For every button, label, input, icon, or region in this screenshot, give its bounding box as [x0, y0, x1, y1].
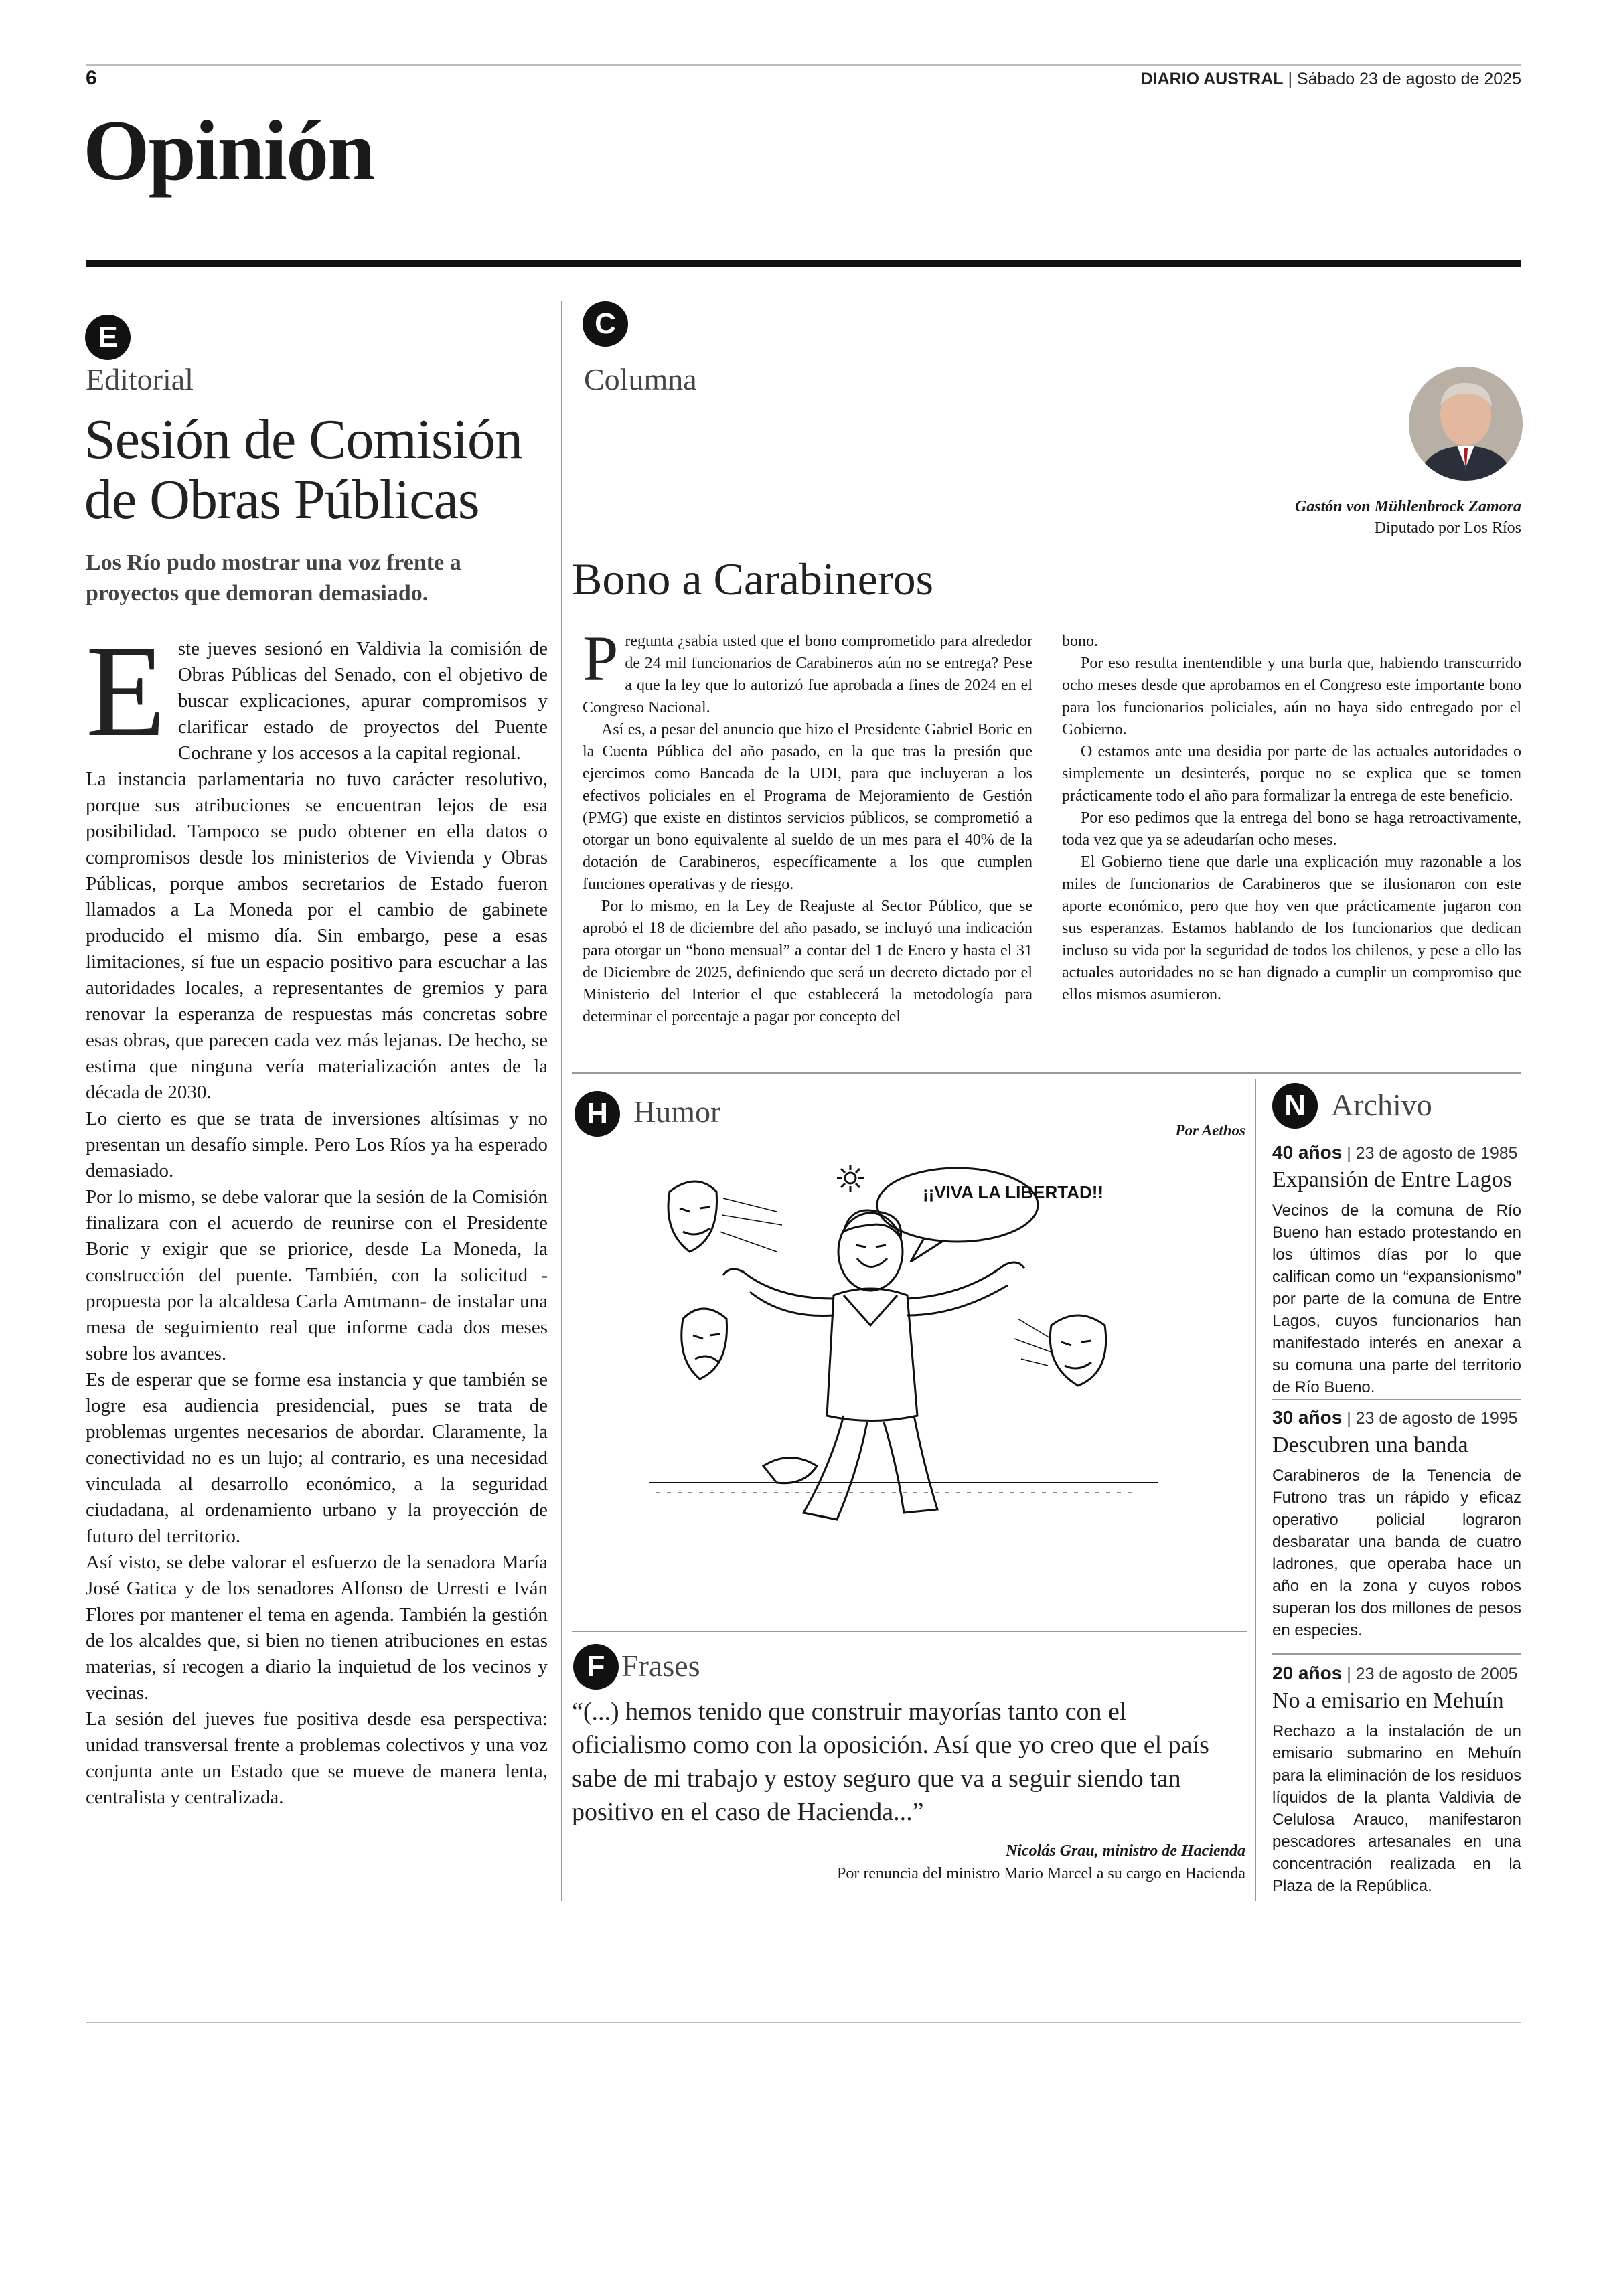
archivo-text: Carabineros de la Tenencia de Futrono tras un rápido y eficaz operativo policial lograron desbaratar una banda de cuatro ladrones, que operaba hace un año en la zona y cuyos robos superan los dos millones de pesos en especies. — [1272, 1467, 1521, 1639]
archivo-title: Descubren una banda — [1272, 1432, 1468, 1457]
humor-label: Humor — [633, 1094, 721, 1129]
editorial-paragraph: ste jueves sesionó en Valdivia la comisión de Obras Públicas del Senado, con el objetivo de buscar explicaciones, apurar compromisos y clarificar estado de proyectos del Puente Cochrane y los accesos a la capital regional. — [177, 638, 548, 764]
section-title: Opinión — [83, 103, 374, 198]
column-divider-vertical — [561, 301, 562, 1901]
archivo-title: Expansión de Entre Lagos — [1272, 1167, 1512, 1192]
masthead-info — [1141, 70, 1521, 89]
archivo-years: 40 años — [1272, 1142, 1343, 1163]
columna-paragraph: El Gobierno tiene que darle una explicación muy razonable a los miles de funcionarios de Carabineros que se ilusionaron con este aporte económico, pero que hoy ven que prácticamente jugaron con sus esperanzas. Estamos hablando de los funcionarios que dedican incluso su vida por la seguridad de todos los chilenos, y pese a ello las actuales autoridades no se han dignado a cumplir un compromiso que ellos mismos asumieron. — [1062, 853, 1521, 1003]
columna-paragraph: Por lo mismo, en la Ley de Reajuste al Sector Público, que se aprobó el 18 de diciembre del año pasado, se incluyó una indicación para otorgar un “bono mensual” a contar del 1 de Enero y hasta el 31 de Diciembre de 2025, definiendo que será un decreto dictado por el Ministerio del Interior el que establecerá la metodología para determinar el porcentaje a pagar por concepto del — [583, 898, 1032, 1026]
columna-label: Columna — [584, 362, 697, 396]
columna-col2 — [1062, 631, 1521, 1006]
archivo-item-rule — [1272, 1653, 1521, 1655]
archivo-years: 20 años — [1272, 1663, 1343, 1684]
archivo-date-separator: | — [1342, 1665, 1356, 1684]
humor-bottom-rule — [572, 1631, 1247, 1632]
columna-paragraph: regunta ¿sabía usted que el bono comprometido para alrededor de 24 mil funcionarios de Carabineros aún no se entrega? Pese a que la ley que lo autorizó fue aprobada a fines de 2024 en el Congreso Nacional. — [583, 633, 1032, 716]
columna-author: Gastón von Mühlenbrock Zamora — [1294, 498, 1521, 515]
columna-paragraph: Por eso pedimos que la entrega del bono se haga retroactivamente, toda vez que ya se adeudarían ocho meses. — [1062, 809, 1521, 849]
cartoon-illustration-icon — [643, 1151, 1165, 1593]
editorial-paragraph: La sesión del jueves fue positiva desde esa perspectiva: unidad transversal frente a problemas colectivos y una voz conjunta ante un Estado que se mueve de manera lenta, centralista y centralizada. — [86, 1708, 548, 1808]
archivo-date-separator: | — [1342, 1409, 1356, 1428]
columna-paragraph: Así es, a pesar del anuncio que hizo el Presidente Gabriel Boric en la Cuenta Pública del año pasado, en la que tras la presión que ejercimos como Bancada de la UDI, para que incluyeran a los efectivos policiales en el Programa de Mejoramiento de Gestión (PMG) que existe en distintos servicios públicos, se comprometió a otorgar un bono equivalente al sueldo de un mes para el 40% de la dotación de Carabineros, específicamente a los que cumplen funciones operativas y de riesgo. — [583, 721, 1032, 893]
archivo-date: 23 de agosto de 1985 — [1355, 1144, 1518, 1163]
humor-badge: H — [575, 1091, 620, 1137]
editorial-dropcap: E — [86, 619, 166, 764]
editorial-paragraph: Es de esperar que se forme esa instancia y que también se logre esa audiencia presidencial, pues se trata de problemas urgentes necesarios de abordar. Claramente, la conectividad no es un lujo; al contrario, es una necesidad vinculada al desarrollo económico, a la seguridad ciudadana, al ordenamiento urbano y la proyección de futuro del territorio. — [86, 1369, 548, 1547]
page-bottom-rule — [86, 2022, 1521, 2023]
frases-label: Frases — [621, 1649, 700, 1683]
archivo-badge: N — [1272, 1083, 1318, 1129]
author-photo — [1409, 367, 1523, 481]
editorial-label: Editorial — [86, 362, 194, 396]
columna-paragraph: bono. — [1062, 633, 1098, 650]
archivo-date-separator: | — [1342, 1144, 1356, 1163]
archivo-item — [1272, 1142, 1521, 1398]
archivo-item — [1272, 1407, 1521, 1641]
columna-paragraph: Por eso resulta inentendible y una burla que, habiendo transcurrido ocho meses desde que aprobamos en el Congreso este importante bono para los funcionarios policiales, aún no haya sido entregado por el Gobierno. — [1062, 655, 1521, 738]
author-portrait-icon — [1409, 367, 1523, 481]
columna-col1 — [583, 623, 1032, 1028]
header-top-rule — [86, 64, 1521, 66]
editorial-paragraph: Así visto, se debe valorar el esfuerzo de la senadora María José Gatica y de los senadores Alfonso de Urresti e Iván Flores por mantener el tema en agenda. También la gestión de los alcaldes que, si bien no tienen atribuciones en estas materias, sí recogen a diario la inquietud de los vecinos y vecinas. — [86, 1552, 548, 1704]
editorial-paragraph: Por lo mismo, se debe valorar que la sesión de la Comisión finalizara con el acuerdo de reunirse con el Presidente Boric y exigir que se priorice, desde La Moneda, la construcción del puente. También, con la solicitud -propuesta por la alcaldesa Carla Amtmann- de instalar una mesa de seguimiento real que informe cada dos meses sobre los avances. — [86, 1186, 548, 1364]
editorial-paragraph: Lo cierto es que se trata de inversiones altísimas y no presentan un desafío simple. Pero Los Ríos ya ha esperado demasiado. — [86, 1108, 548, 1181]
newspaper-name: DIARIO AUSTRAL — [1140, 70, 1284, 88]
editorial-title: Sesión de Comisión de Obras Públicas — [84, 408, 523, 531]
archivo-text: Vecinos de la comuna de Río Bueno han estado protestando en los últimos días por lo que califican como un “expansionismo” por parte de la comuna de Entre Lagos, cuyos funcionarios han manifestado interés en anexar a su comuna una parte del territorio de Río Bueno. — [1272, 1202, 1521, 1396]
frases-badge: F — [573, 1644, 619, 1690]
publication-date: Sábado 23 de agosto de 2025 — [1296, 70, 1521, 88]
archivo-label: Archivo — [1331, 1088, 1432, 1122]
columna-dropcap: P — [583, 623, 619, 694]
cartoon — [643, 1151, 1165, 1593]
editorial-badge: E — [85, 315, 131, 360]
editorial-body — [86, 619, 548, 1811]
archivo-title: No a emisario en Mehuín — [1272, 1688, 1504, 1713]
cartoon-speech-text: ¡¡VIVA LA LIBERTAD!! — [923, 1182, 1104, 1202]
archivo-divider-vertical — [1255, 1079, 1256, 1901]
section-heavy-rule — [86, 260, 1521, 267]
editorial-lead: Los Río pudo mostrar una voz frente a proyectos que demoran demasiado. — [86, 550, 461, 606]
archivo-item-rule — [1272, 1399, 1521, 1400]
editorial-paragraph: La instancia parlamentaria no tuvo carácter resolutivo, porque sus atribuciones se encuentran lejos de esa posibilidad. Tampoco se pudo obtener en ella datos o compromisos desde los ministerios de Vivienda y Obras Públicas, porque ambos secretarios de Estado fueron llamados a La Moneda por el cambio de gabinete producido el mismo día. Sin embargo, pese a esas limitaciones, sí fue un espacio positivo para escuchar a las autoridades locales, a representantes de gremios y para renovar la esperanza de respuestas más concretas sobre esas obras, que parecen cada vez más lejanas. De hecho, se estima que ninguna vería materialización antes de la década de 2030. — [86, 768, 548, 1103]
separator: | — [1288, 70, 1297, 88]
frases-context: Por renuncia del ministro Mario Marcel a su cargo en Hacienda — [836, 1865, 1245, 1882]
humor-credit: Por Aethos — [1175, 1122, 1245, 1139]
columna-author-role: Diputado por Los Ríos — [1374, 519, 1521, 537]
frases-author: Nicolás Grau, ministro de Hacienda — [1005, 1842, 1245, 1860]
archivo-years: 30 años — [1272, 1407, 1343, 1428]
archivo-date: 23 de agosto de 1995 — [1355, 1409, 1518, 1428]
page-number: 6 — [86, 67, 97, 89]
archivo-date: 23 de agosto de 2005 — [1355, 1665, 1518, 1684]
archivo-item — [1272, 1663, 1521, 1897]
columna-bottom-rule — [572, 1072, 1521, 1074]
columna-badge: C — [583, 301, 628, 347]
frases-quote: “(...) hemos tenido que construir mayorías tanto con el oficialismo como con la oposición. Así que yo creo que el país sabe de mi trabajo y estoy seguro que va a seguir siendo tan positivo en el caso de Hacienda...” — [572, 1698, 1209, 1826]
columna-title: Bono a Carabineros — [572, 554, 934, 604]
archivo-text: Rechazo a la instalación de un emisario submarino en Mehuín para la eliminación de los residuos líquidos de la planta Valdivia de Celulosa Arauco, manifestaron pescadores artesanales en una concentración realizada en la Plaza de la República. — [1272, 1722, 1521, 1895]
columna-paragraph: O estamos ante una desidia por parte de las actuales autoridades o simplemente un desinterés, porque no se explica que se tomen prácticamente todo el año para formalizar la entrega de este beneficio. — [1062, 743, 1521, 805]
